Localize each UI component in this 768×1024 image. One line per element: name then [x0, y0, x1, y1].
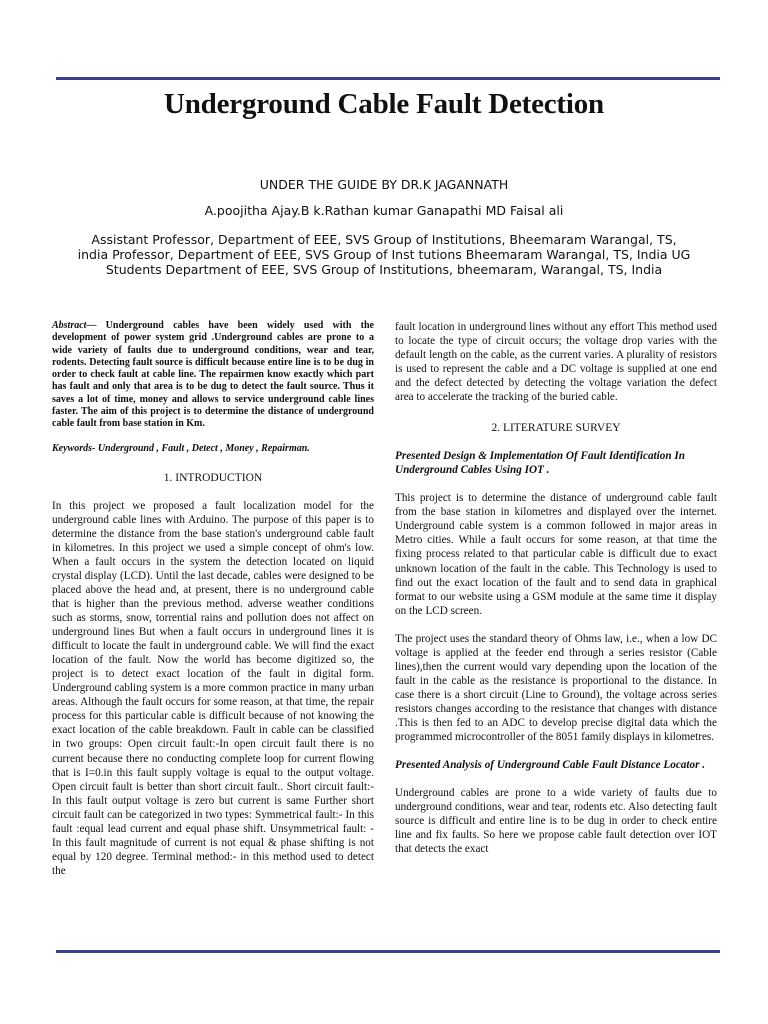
section-heading-introduction: 1. INTRODUCTION [163, 471, 263, 484]
affiliation-line: Assistant Professor, Department of EEE, SVS Group of Institutions, Bheemaram Warangal, TS, [91, 232, 677, 247]
continued-paragraph: fault location in underground lines without any effort This method used to locate the type of circuit occurs; the voltage drop varies with the default length on the cable, as the current varies. A plurality of resistors is used to represent the cable and a DC voltage is supplied at one end and the defect detected by detecting the voltage variation the defect area to accelerate the tracking of the buried cable. [395, 321, 717, 404]
right-column [395, 320, 717, 856]
subsection-title-iot: Presented Design & Implementation Of Fault Identification In Underground Cables Using IOT . [395, 450, 685, 477]
paragraph: Underground cables are prone to a wide variety of faults due to underground conditions, wear and tear, rodents etc. Also detecting fault source is difficult and entire line is to be dug in order to check entire line and fix faults. So here we propose cable fault detection over IOT that detects the exact [395, 787, 717, 856]
left-column [52, 320, 374, 878]
guide-line: UNDER THE GUIDE BY DR.K JAGANNATH [259, 177, 509, 192]
affiliation-line: india Professor, Department of EEE, SVS Group of Inst tutions Bheemaram Warangal, TS, India UG [77, 247, 691, 262]
affiliation-line: Students Department of EEE, SVS Group of Institutions, bheemaram, Warangal, TS, India [105, 262, 663, 277]
paragraph: The project uses the standard theory of Ohms law, i.e., when a low DC voltage is applied at the feeder end through a series resistor (Cable lines),then the current would vary depending upon the location of the fault in the cable as the resistance is proportional to the distance. In case there is a short circuit (Line to Ground), the voltage across series resistors changes according to the resistance that changes with distance .This is then fed to an ADC to develop precise digital data which the programmed microcontroller of the 8051 family displays in kilometres. [395, 632, 717, 744]
affiliations [40, 232, 728, 277]
paper-title: Underground Cable Fault Detection [164, 88, 604, 120]
abstract-text: Underground cables have been widely used with the development of power system grid .Underground cables are prone to a wide variety of faults due to underground conditions, wear and tear, rodents. Detecting fault source is difficult because entire line is to be dug in order to check fault at cable line. The repairmen know exactly which part has fault and only that area is to be dug to detect the fault source. Thus it saves a lot of time, money and allows to service underground cable lines faster. The aim of this project is to determine the distance of underground cable fault from base station in Km. [52, 320, 374, 430]
bottom-rule [56, 950, 720, 953]
top-rule [56, 77, 720, 80]
abstract [52, 320, 374, 431]
introduction-text: In this project we proposed a fault localization model for the underground cable lines with Arduino. The purpose of this paper is to determine the distance from the base station's underground cable fault in kilometres. In this project we used a simple concept of ohm's low. When a fault occurs in the system the detection located on liquid crystal display (LCD). Until the last decade, cables were designed to be placed above the head and, at present, there is no underground cable that is higher than the previous method. adverse weather conditions such as storms, snow, torrential rains and pollution does not affect on underground lines But when a fault occurs in underground lines it is difficult to locate the fault in underground cable. We will find the exact location of the fault. Now the world has become digitized so, the project is to detect exact location of the fault in digital form. Underground cabling system is a more common practice in many urban areas. Although the fault occurs for some reason, at that time, the repair process for this particular cable is difficult because of not knowing the exact location of the cable breakdown. Fault in cable can be classified in two groups: Open circuit fault:-In open circuit fault there is no current because there no conducting complete loop for current flowing that is I=0.in this fault supply voltage is equal to the output voltage. Open circuit fault is better than short circuit fault.. Short circuit fault:- In this fault output voltage is zero but current is same Further short circuit fault can be categorized in two types: Symmetrical fault:- In this fault :equal lead current and equal phase shift. Unsymmetrical fault: - In this fault magnitude of current is not equal & phase shifting is not equal by 120 degree. Terminal method:- in this method used to detect the [52, 499, 374, 877]
paragraph: This project is to determine the distance of underground cable fault from the base station in kilometres and displayed over the internet. Underground cable system is a common followed in major areas in Metro cities. While a fault occurs for some reason, at that time the fixing process related to that particular cable is difficult due to exact unknown location of the fault in the cable. This Technology is used to find out the exact location of the fault and to send data in graphical format to our website using a GSM module at the same time it display on the LCD screen. [395, 492, 717, 617]
abstract-lead: Abstract— [52, 320, 97, 331]
subsection-title-locator: Presented Analysis of Underground Cable Fault Distance Locator . [395, 759, 706, 772]
keywords: Keywords- Underground , Fault , Detect , Money , Repairman. [52, 442, 310, 454]
section-heading-literature-survey: 2. LITERATURE SURVEY [491, 422, 621, 435]
author-list: A.poojitha Ajay.B k.Rathan kumar Ganapathi MD Faisal ali [204, 203, 564, 218]
